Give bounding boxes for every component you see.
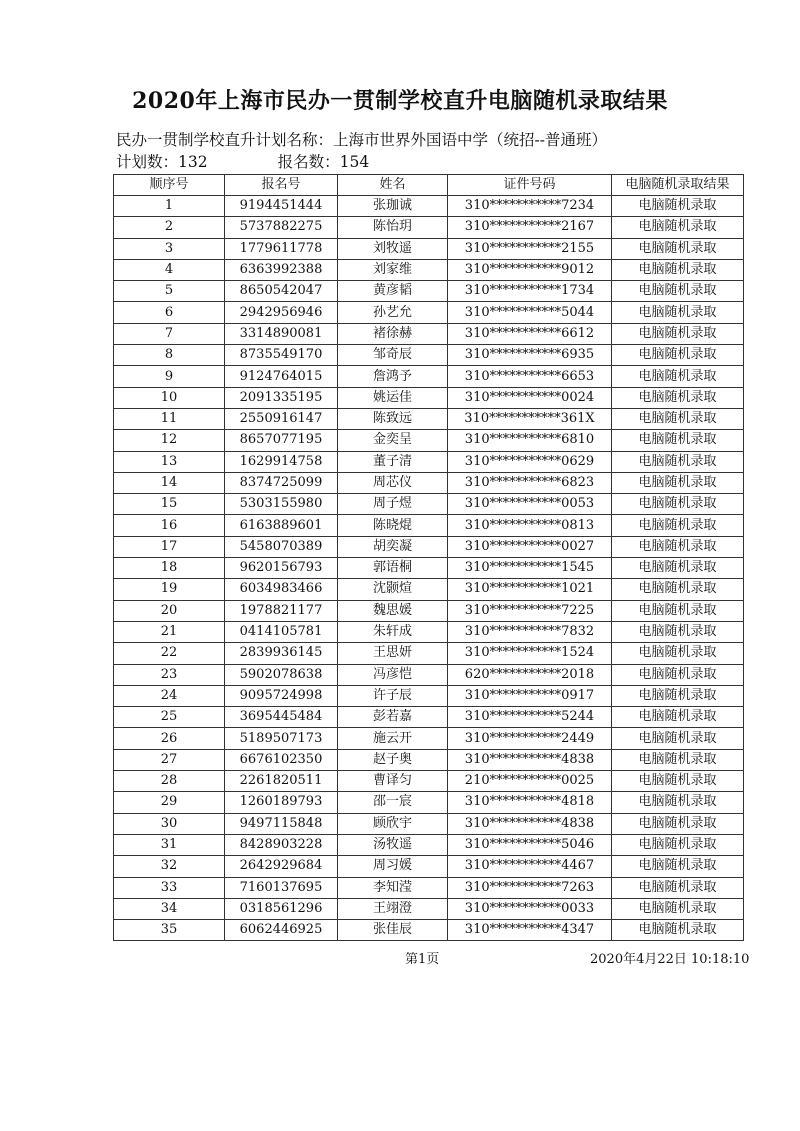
- cell-id-no: 310***********2167: [448, 217, 612, 238]
- cell-result: 电脑随机录取: [612, 259, 744, 280]
- cell-reg-no: 6062446925: [225, 920, 338, 941]
- cell-seq: 33: [114, 877, 225, 898]
- table-row: [114, 920, 744, 941]
- cell-id-no: 310***********0027: [448, 536, 612, 557]
- cell-seq: 7: [114, 323, 225, 344]
- cell-seq: 32: [114, 856, 225, 877]
- cell-result: 电脑随机录取: [612, 664, 744, 685]
- cell-id-no: 310***********2449: [448, 728, 612, 749]
- table-row: [114, 238, 744, 259]
- cell-reg-no: 3314890081: [225, 323, 338, 344]
- cell-result: 电脑随机录取: [612, 408, 744, 429]
- cell-result: 电脑随机录取: [612, 643, 744, 664]
- cell-reg-no: 0414105781: [225, 621, 338, 642]
- cell-name: 邵一宸: [338, 792, 448, 813]
- cell-id-no: 310***********7263: [448, 877, 612, 898]
- cell-id-no: 210***********0025: [448, 771, 612, 792]
- cell-id-no: 310***********4838: [448, 749, 612, 770]
- cell-name: 詹鸿予: [338, 366, 448, 387]
- cell-reg-no: 9194451444: [225, 196, 338, 217]
- table-row: [114, 259, 744, 280]
- cell-reg-no: 7160137695: [225, 877, 338, 898]
- cell-seq: 9: [114, 366, 225, 387]
- cell-seq: 21: [114, 621, 225, 642]
- table-row: [114, 579, 744, 600]
- cell-result: 电脑随机录取: [612, 536, 744, 557]
- cell-seq: 20: [114, 600, 225, 621]
- table-body: [114, 196, 744, 941]
- cell-reg-no: 1978821177: [225, 600, 338, 621]
- cell-seq: 14: [114, 472, 225, 493]
- cell-name: 曹译匀: [338, 771, 448, 792]
- cell-name: 李知滢: [338, 877, 448, 898]
- cell-id-no: 310***********7225: [448, 600, 612, 621]
- cell-result: 电脑随机录取: [612, 238, 744, 259]
- cell-result: 电脑随机录取: [612, 366, 744, 387]
- cell-reg-no: 8374725099: [225, 472, 338, 493]
- cell-result: 电脑随机录取: [612, 558, 744, 579]
- table-row: [114, 515, 744, 536]
- cell-reg-no: 8657077195: [225, 430, 338, 451]
- cell-seq: 15: [114, 494, 225, 515]
- cell-name: 赵子奥: [338, 749, 448, 770]
- cell-result: 电脑随机录取: [612, 600, 744, 621]
- cell-reg-no: 5458070389: [225, 536, 338, 557]
- cell-name: 陈致远: [338, 408, 448, 429]
- cell-result: 电脑随机录取: [612, 302, 744, 323]
- page-number: 第1页: [405, 952, 440, 967]
- admission-results-table: [113, 174, 744, 941]
- table-row: [114, 558, 744, 579]
- cell-reg-no: 1629914758: [225, 451, 338, 472]
- cell-seq: 27: [114, 749, 225, 770]
- cell-seq: 5: [114, 281, 225, 302]
- cell-result: 电脑随机录取: [612, 387, 744, 408]
- cell-id-no: 310***********7832: [448, 621, 612, 642]
- table-row: [114, 728, 744, 749]
- cell-result: 电脑随机录取: [612, 707, 744, 728]
- cell-reg-no: 2942956946: [225, 302, 338, 323]
- cell-seq: 30: [114, 813, 225, 834]
- cell-seq: 1: [114, 196, 225, 217]
- table-row: [114, 664, 744, 685]
- cell-seq: 4: [114, 259, 225, 280]
- cell-id-no: 310***********5244: [448, 707, 612, 728]
- cell-result: 电脑随机录取: [612, 898, 744, 919]
- cell-id-no: 310***********5046: [448, 834, 612, 855]
- cell-reg-no: 5303155980: [225, 494, 338, 515]
- table-row: [114, 600, 744, 621]
- cell-id-no: 310***********7234: [448, 196, 612, 217]
- cell-result: 电脑随机录取: [612, 494, 744, 515]
- cell-id-no: 310***********0053: [448, 494, 612, 515]
- cell-result: 电脑随机录取: [612, 621, 744, 642]
- cell-result: 电脑随机录取: [612, 451, 744, 472]
- cell-id-no: 310***********9012: [448, 259, 612, 280]
- cell-reg-no: 2550916147: [225, 408, 338, 429]
- cell-name: 张佳辰: [338, 920, 448, 941]
- cell-reg-no: 5189507173: [225, 728, 338, 749]
- cell-result: 电脑随机录取: [612, 728, 744, 749]
- plan-count: 计划数：132: [116, 153, 208, 171]
- cell-name: 王思妍: [338, 643, 448, 664]
- cell-reg-no: 5902078638: [225, 664, 338, 685]
- cell-reg-no: 9124764015: [225, 366, 338, 387]
- table-row: [114, 898, 744, 919]
- cell-reg-no: 6363992388: [225, 259, 338, 280]
- cell-id-no: 310***********2155: [448, 238, 612, 259]
- cell-id-no: 310***********4838: [448, 813, 612, 834]
- cell-reg-no: 5737882275: [225, 217, 338, 238]
- cell-name: 刘家维: [338, 259, 448, 280]
- document-title: 2020年上海市民办一贯制学校直升电脑随机录取结果: [132, 88, 668, 114]
- cell-reg-no: 9095724998: [225, 685, 338, 706]
- cell-result: 电脑随机录取: [612, 920, 744, 941]
- table-row: [114, 536, 744, 557]
- cell-id-no: 310***********6823: [448, 472, 612, 493]
- table-row: [114, 323, 744, 344]
- cell-id-no: 310***********6810: [448, 430, 612, 451]
- table-row: [114, 281, 744, 302]
- cell-seq: 16: [114, 515, 225, 536]
- cell-id-no: 310***********1545: [448, 558, 612, 579]
- cell-reg-no: 9497115848: [225, 813, 338, 834]
- cell-reg-no: 8735549170: [225, 345, 338, 366]
- cell-id-no: 310***********0813: [448, 515, 612, 536]
- cell-reg-no: 8650542047: [225, 281, 338, 302]
- cell-name: 郭语桐: [338, 558, 448, 579]
- plan-name: 民办一贯制学校直升计划名称：上海市世界外国语中学（统招--普通班）: [116, 131, 607, 149]
- cell-seq: 28: [114, 771, 225, 792]
- cell-result: 电脑随机录取: [612, 217, 744, 238]
- table-row: [114, 302, 744, 323]
- table-row: [114, 856, 744, 877]
- table-row: [114, 430, 744, 451]
- table-row: [114, 834, 744, 855]
- table-row: [114, 621, 744, 642]
- table-row: [114, 196, 744, 217]
- cell-name: 陈晓焜: [338, 515, 448, 536]
- cell-seq: 13: [114, 451, 225, 472]
- cell-seq: 25: [114, 707, 225, 728]
- cell-name: 金奕呈: [338, 430, 448, 451]
- cell-result: 电脑随机录取: [612, 472, 744, 493]
- table-row: [114, 792, 744, 813]
- cell-id-no: 310***********1021: [448, 579, 612, 600]
- cell-seq: 19: [114, 579, 225, 600]
- table-row: [114, 387, 744, 408]
- cell-name: 顾欣宇: [338, 813, 448, 834]
- cell-result: 电脑随机录取: [612, 345, 744, 366]
- cell-id-no: 310***********361X: [448, 408, 612, 429]
- cell-result: 电脑随机录取: [612, 685, 744, 706]
- cell-seq: 34: [114, 898, 225, 919]
- cell-id-no: 310***********6653: [448, 366, 612, 387]
- cell-seq: 18: [114, 558, 225, 579]
- cell-id-no: 310***********0629: [448, 451, 612, 472]
- table-row: [114, 707, 744, 728]
- table-row: [114, 472, 744, 493]
- cell-seq: 3: [114, 238, 225, 259]
- table-row: [114, 366, 744, 387]
- cell-seq: 29: [114, 792, 225, 813]
- cell-seq: 35: [114, 920, 225, 941]
- cell-seq: 8: [114, 345, 225, 366]
- cell-reg-no: 0318561296: [225, 898, 338, 919]
- cell-reg-no: 2091335195: [225, 387, 338, 408]
- cell-name: 沈颢煊: [338, 579, 448, 600]
- cell-result: 电脑随机录取: [612, 323, 744, 344]
- cell-seq: 10: [114, 387, 225, 408]
- header-id-no: 证件号码: [448, 175, 612, 196]
- cell-name: 姚运佳: [338, 387, 448, 408]
- header-seq: 顺序号: [114, 175, 225, 196]
- cell-name: 施云开: [338, 728, 448, 749]
- cell-reg-no: 1779611778: [225, 238, 338, 259]
- cell-name: 黄彦韬: [338, 281, 448, 302]
- cell-reg-no: 1260189793: [225, 792, 338, 813]
- cell-seq: 6: [114, 302, 225, 323]
- cell-seq: 23: [114, 664, 225, 685]
- cell-result: 电脑随机录取: [612, 792, 744, 813]
- cell-result: 电脑随机录取: [612, 515, 744, 536]
- table-row: [114, 771, 744, 792]
- cell-name: 胡奕凝: [338, 536, 448, 557]
- cell-seq: 26: [114, 728, 225, 749]
- cell-reg-no: 9620156793: [225, 558, 338, 579]
- cell-reg-no: 3695445484: [225, 707, 338, 728]
- cell-seq: 2: [114, 217, 225, 238]
- cell-id-no: 310***********4467: [448, 856, 612, 877]
- cell-seq: 12: [114, 430, 225, 451]
- cell-id-no: 310***********4818: [448, 792, 612, 813]
- cell-name: 邹奇辰: [338, 345, 448, 366]
- cell-result: 电脑随机录取: [612, 196, 744, 217]
- cell-reg-no: 6163889601: [225, 515, 338, 536]
- cell-result: 电脑随机录取: [612, 771, 744, 792]
- table-row: [114, 217, 744, 238]
- cell-id-no: 310***********0917: [448, 685, 612, 706]
- cell-seq: 31: [114, 834, 225, 855]
- table-row: [114, 643, 744, 664]
- cell-id-no: 310***********4347: [448, 920, 612, 941]
- cell-name: 王翊澄: [338, 898, 448, 919]
- table-row: [114, 813, 744, 834]
- cell-name: 许子辰: [338, 685, 448, 706]
- cell-result: 电脑随机录取: [612, 877, 744, 898]
- cell-reg-no: 2261820511: [225, 771, 338, 792]
- cell-reg-no: 2642929684: [225, 856, 338, 877]
- cell-name: 周习媛: [338, 856, 448, 877]
- cell-name: 董子清: [338, 451, 448, 472]
- table-row: [114, 685, 744, 706]
- cell-id-no: 310***********0024: [448, 387, 612, 408]
- table-row: [114, 877, 744, 898]
- cell-seq: 17: [114, 536, 225, 557]
- table-row: [114, 345, 744, 366]
- cell-id-no: 310***********0033: [448, 898, 612, 919]
- table-row: [114, 408, 744, 429]
- table-header-row: [114, 175, 744, 196]
- cell-result: 电脑随机录取: [612, 856, 744, 877]
- cell-id-no: 310***********1734: [448, 281, 612, 302]
- cell-name: 周子煜: [338, 494, 448, 515]
- cell-name: 刘牧遥: [338, 238, 448, 259]
- cell-reg-no: 2839936145: [225, 643, 338, 664]
- plan-counts: [116, 150, 369, 172]
- header-reg-no: 报名号: [225, 175, 338, 196]
- cell-seq: 11: [114, 408, 225, 429]
- cell-id-no: 620***********2018: [448, 664, 612, 685]
- cell-reg-no: 8428903228: [225, 834, 338, 855]
- cell-name: 冯彦恺: [338, 664, 448, 685]
- cell-id-no: 310***********5044: [448, 302, 612, 323]
- cell-result: 电脑随机录取: [612, 579, 744, 600]
- cell-result: 电脑随机录取: [612, 749, 744, 770]
- cell-name: 孙艺允: [338, 302, 448, 323]
- print-timestamp: 2020年4月22日 10:18:10: [590, 952, 750, 967]
- cell-name: 汤牧遥: [338, 834, 448, 855]
- cell-name: 魏思媛: [338, 600, 448, 621]
- table-row: [114, 451, 744, 472]
- cell-name: 陈怡玥: [338, 217, 448, 238]
- header-name: 姓名: [338, 175, 448, 196]
- cell-id-no: 310***********1524: [448, 643, 612, 664]
- cell-result: 电脑随机录取: [612, 430, 744, 451]
- cell-name: 彭若嘉: [338, 707, 448, 728]
- cell-seq: 24: [114, 685, 225, 706]
- cell-reg-no: 6034983466: [225, 579, 338, 600]
- cell-seq: 22: [114, 643, 225, 664]
- cell-result: 电脑随机录取: [612, 813, 744, 834]
- header-result: 电脑随机录取结果: [612, 175, 744, 196]
- cell-reg-no: 6676102350: [225, 749, 338, 770]
- table-row: [114, 494, 744, 515]
- cell-result: 电脑随机录取: [612, 834, 744, 855]
- cell-name: 朱轩成: [338, 621, 448, 642]
- cell-name: 周芯仪: [338, 472, 448, 493]
- applicant-count: 报名数：154: [277, 153, 370, 171]
- cell-id-no: 310***********6935: [448, 345, 612, 366]
- cell-result: 电脑随机录取: [612, 281, 744, 302]
- cell-id-no: 310***********6612: [448, 323, 612, 344]
- cell-name: 张珈诚: [338, 196, 448, 217]
- cell-name: 褚徐赫: [338, 323, 448, 344]
- table-row: [114, 749, 744, 770]
